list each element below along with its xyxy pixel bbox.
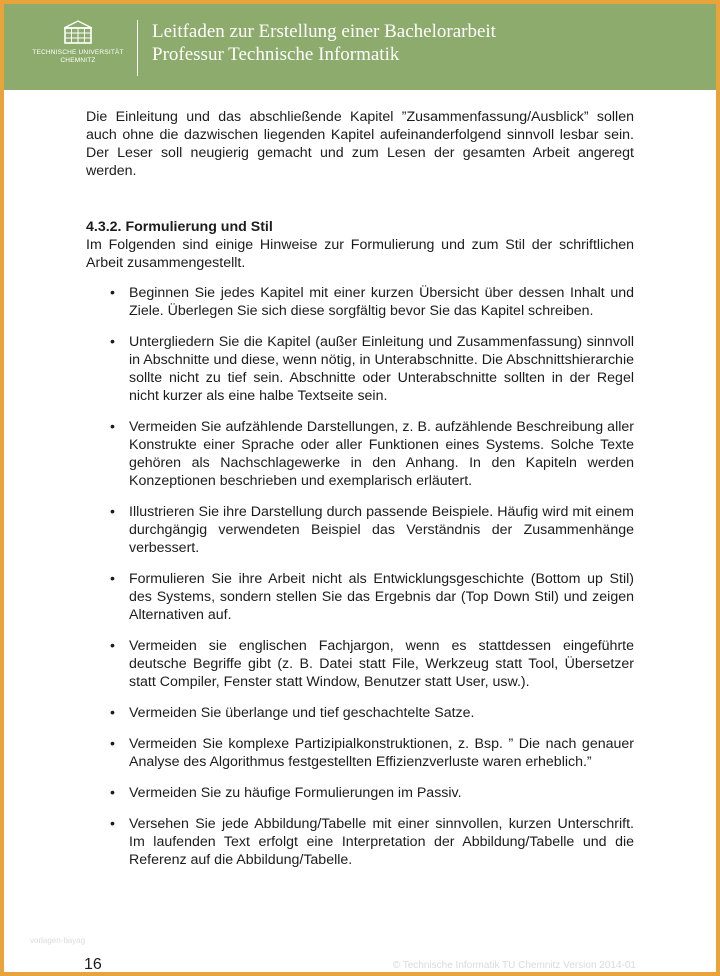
list-item-text: Beginnen Sie jedes Kapitel mit einer kurzen Übersicht über dessen Inhalt und Ziele. Überlegen Sie sich diese sorgfältig bevor Sie das Kapitel schreiben. [129, 285, 634, 319]
list-item [86, 637, 634, 691]
bullet-icon: • [110, 816, 115, 832]
section-lead: Im Folgenden sind einige Hinweise zur Formulierung und zum Stil der schriftlichen Arbeit zusammengestellt. [86, 237, 634, 271]
list-item-text: Vermeiden Sie überlange und tief geschachtelte Satze. [129, 705, 475, 721]
list-item-text: Vermeiden Sie aufzählende Darstellungen, z. B. aufzählende Beschreibung aller Konstrukte einer Sprache oder aller Funktionen eines Systems. Solche Texte gehören als Nachschlagewerke in den Anhang. In den Kapiteln werden Konzeptionen beschrieben und exemplarisch erläutert. [129, 419, 634, 489]
header-divider [137, 20, 138, 76]
document-title [152, 20, 496, 66]
list-item [86, 784, 634, 802]
university-name-line1: TECHNISCHE UNIVERSITÄT [32, 49, 124, 56]
section-heading: 4.3.2. Formulierung und Stil [86, 219, 273, 235]
bullet-icon: • [110, 334, 115, 350]
bullet-icon: • [110, 736, 115, 752]
university-name-line2: CHEMNITZ [60, 57, 96, 64]
page-content [86, 108, 634, 882]
list-item-text: Untergliedern Sie die Kapitel (außer Einleitung und Zusammenfassung) sinnvoll in Abschnitte und diese, wenn nötig, in Unterabschnitte. Die Abschnittshierarchie sollte nicht zu tief sein. Abschnitte oder Unterabschnitte sollten in der Regel nicht kurzer als eine halbe Textseite sein. [129, 334, 634, 404]
bullet-icon: • [110, 705, 115, 721]
list-item [86, 418, 634, 490]
list-item [86, 704, 634, 722]
document-title-line1: Leitfaden zur Erstellung einer Bachelorarbeit [152, 21, 496, 42]
university-building-icon [64, 20, 92, 44]
list-item-text: Illustrieren Sie ihre Darstellung durch passende Beispiele. Häufig wird mit einem durchgängig verwendeten Beispiel das Verständnis der Zusammenhänge verbessert. [129, 504, 634, 556]
list-item [86, 815, 634, 869]
university-logo [28, 20, 128, 76]
list-item-text: Vermeiden Sie zu häufige Formulierungen im Passiv. [129, 785, 462, 801]
bullet-icon: • [110, 504, 115, 520]
page-frame [4, 4, 716, 972]
list-item [86, 503, 634, 557]
document-title-line2: Professur Technische Informatik [152, 44, 400, 65]
list-item [86, 333, 634, 405]
list-item [86, 570, 634, 624]
bullet-icon: • [110, 785, 115, 801]
list-item-text: Vermeiden Sie komplexe Partizipialkonstruktionen, z. Bsp. ” Die nach genauer Analyse des Algorithmus festgestellten Effizienzverluste waren erheblich.” [129, 736, 634, 770]
page-number: 16 [84, 956, 102, 972]
bullet-icon: • [110, 638, 115, 654]
bullet-icon: • [110, 419, 115, 435]
list-item [86, 284, 634, 320]
list-item-text: Vermeiden sie englischen Fachjargon, wenn es stattdessen eingeführte deutsche Begriffe gibt (z. B. Datei statt File, Werkzeug statt Tool, Übersetzer statt Compiler, Fenster statt Window, Benutzer statt User, usw.). [129, 638, 634, 690]
header-band [4, 4, 716, 90]
bullet-icon: • [110, 285, 115, 301]
footer-watermark: vorlagen-bayag [30, 936, 86, 945]
list-item-text: Versehen Sie jede Abbildung/Tabelle mit einer sinnvollen, kurzen Unterschrift. Im laufenden Text erfolgt eine Interpretation der Abbildung/Tabelle und die Referenz auf die Abbildung/Tabelle. [129, 816, 634, 868]
style-guidelines-list [86, 284, 634, 869]
bullet-icon: • [110, 571, 115, 587]
list-item-text: Formulieren Sie ihre Arbeit nicht als Entwicklungsgeschichte (Bottom up Stil) des Systems, sondern stellen Sie das Ergebnis dar (Top Down Stil) und zeigen Alternativen auf. [129, 571, 634, 623]
intro-paragraph: Die Einleitung und das abschließende Kapitel ”Zusammenfassung/Ausblick” sollen auch ohne die dazwischen liegenden Kapitel aufeinanderfolgend sinnvoll lesbar sein. Der Leser soll neugierig gemacht und zum Lesen der gesamten Arbeit angeregt werden. [86, 109, 634, 179]
list-item [86, 735, 634, 771]
footer-copyright: © Technische Informatik TU Chemnitz Version 2014-01 [392, 960, 636, 971]
